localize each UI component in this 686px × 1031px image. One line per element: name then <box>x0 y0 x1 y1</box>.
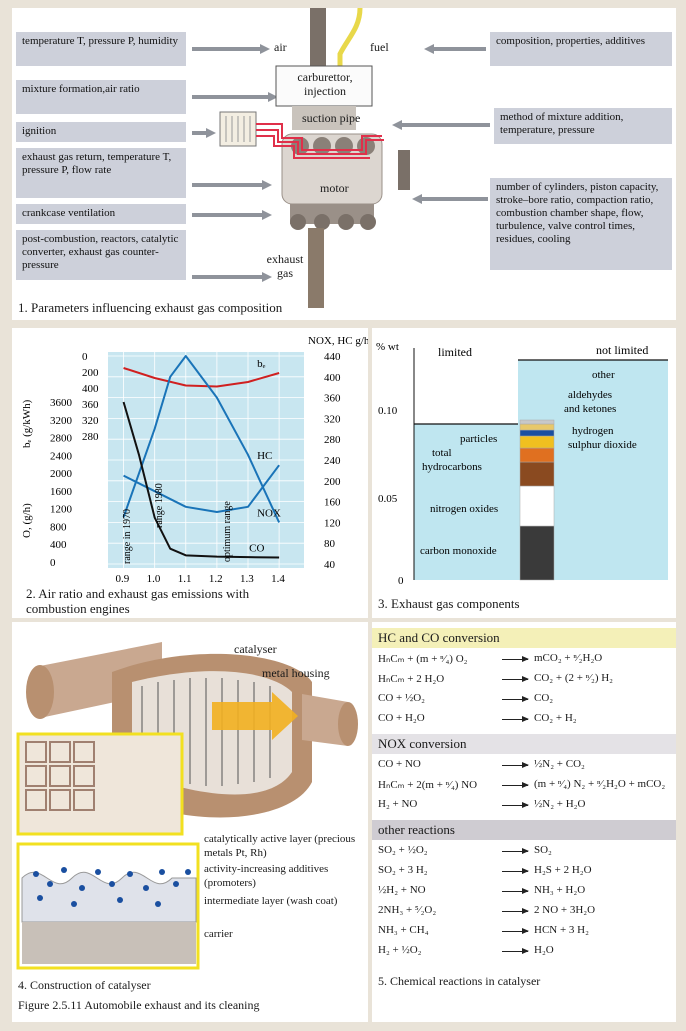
right-tick-label: 240 <box>324 455 341 467</box>
right-tick-label: 360 <box>324 392 341 405</box>
panel4-caption: 4. Construction of catalyser <box>18 978 151 992</box>
component-label: other <box>592 369 615 381</box>
param-mixture-formation: mixture formation,air ratio <box>16 80 186 114</box>
left-inner-tick-label: 400 <box>50 539 67 552</box>
right-tick-label: 160 <box>324 496 341 509</box>
section-hc-co-conversion: HC and CO conversion <box>372 628 676 648</box>
series-label: CO <box>249 542 265 555</box>
component-label: particles <box>460 433 498 445</box>
left-outer-tick-label: 320 <box>82 415 99 427</box>
left-inner-tick-label: 1600 <box>50 485 72 498</box>
y-tick-0: 0 <box>398 575 404 587</box>
param-post-combustion: post-combustion, reactors, catalytic converter, exhaust gas counter-pressure <box>16 230 186 280</box>
engine-parameters-panel <box>12 8 676 320</box>
x-tick-label: 0.9 <box>115 573 130 585</box>
reaction-row: CO + NO ½N₂ + CO₂ <box>378 758 585 770</box>
air-ratio-chart <box>12 328 368 588</box>
stack-segment-hydrogen <box>520 430 554 436</box>
reaction-row: NH₃ + CH₄ HCN + 3 H₂ <box>378 924 589 936</box>
param-cylinders: number of cylinders, piston capacity, stroke–bore ratio, compaction ratio, combustion chamber shape, flow, turbulence, valve control times, residues, cooling <box>490 178 672 270</box>
stack-segment-other <box>520 420 554 424</box>
reaction-row: CO + H₂O CO₂ + H₂ <box>378 712 577 724</box>
param-ignition: ignition <box>16 122 186 142</box>
limited-label: limited <box>438 345 472 359</box>
label-fuel: fuel <box>370 40 389 54</box>
stack-segment-particles <box>520 448 554 462</box>
label-carrier: carrier <box>204 928 233 940</box>
component-label: carbon monoxide <box>420 545 497 557</box>
figure-caption: Figure 2.5.11 Automobile exhaust and its cleaning <box>18 998 260 1012</box>
stack-segment-carbon-monoxide <box>520 526 554 580</box>
x-tick-label: 1.2 <box>208 573 223 585</box>
panel1-caption: 1. Parameters influencing exhaust gas composition <box>18 300 283 315</box>
chemical-reactions-panel <box>372 622 676 1022</box>
reaction-row: HₙCₘ + 2 H₂O CO₂ + (2 + ⁿ⁄₂) H₂ <box>378 672 614 685</box>
left-outer-axis-label: bₑ (g/kWh) <box>21 399 33 448</box>
right-tick-label: 80 <box>324 538 335 551</box>
air-ratio-chart-panel <box>12 328 368 618</box>
label-intermediate: intermediate layer (wash coat) <box>204 895 338 907</box>
right-tick-label: 200 <box>324 475 341 488</box>
annotation-range-1980: range 1980 <box>154 483 165 528</box>
label-metal-housing: metal housing <box>262 666 330 680</box>
y-tick-005: 0.05 <box>378 493 398 505</box>
series-label: NOX <box>257 507 281 520</box>
component-label: total <box>432 447 452 459</box>
component-label: nitrogen oxides <box>430 503 499 515</box>
component-label: and ketones <box>564 403 617 415</box>
reaction-row: 2NH₃ + ⁵⁄₂O₂ 2 NO + 3H₂O <box>378 904 596 916</box>
left-inner-tick-label: 3200 <box>50 414 72 427</box>
left-inner-tick-label: 2400 <box>50 450 72 463</box>
x-tick-label: 1.1 <box>177 573 192 585</box>
engine-illustration <box>212 8 432 308</box>
component-label: aldehydes <box>568 389 612 401</box>
param-mixture-addition: method of mixture addition, temperature, pressure <box>494 108 672 144</box>
series-label: bₑ <box>257 358 266 370</box>
reaction-row: H₂ + ½O₂ H₂O <box>378 944 554 956</box>
annotation-optimum-range: optimum range <box>222 501 233 562</box>
label-exhaust-gas: exhaust gas <box>266 252 304 280</box>
right-tick-label: 280 <box>324 434 341 447</box>
arrow-composition-in <box>424 44 486 54</box>
left-inner-tick-label: 2000 <box>50 468 72 481</box>
left-inner-tick-label: 800 <box>50 521 67 534</box>
right-tick-label: 40 <box>324 559 335 571</box>
component-label: hydrogen <box>572 425 614 437</box>
left-inner-tick-label: 1200 <box>50 503 72 516</box>
reaction-row: ½H₂ + NO NH₃ + H₂O <box>378 884 586 896</box>
x-tick-label: 1.0 <box>146 573 161 585</box>
param-temperature-pressure-humidity: temperature T, pressure P, humidity <box>16 32 186 66</box>
param-composition: composition, properties, additives <box>490 32 672 66</box>
right-axis-label: NOX, HC g/h <box>308 335 368 347</box>
x-tick-label: 1.4 <box>271 573 285 585</box>
right-tick-label: 400 <box>324 371 341 384</box>
reaction-row: HₙCₘ + 2(m + ⁿ⁄₄) NO (m + ⁿ⁄₄) N₂ + ⁿ⁄₂H₂O + mCO₂ <box>378 778 666 791</box>
stack-segment-aldehydes-and-ketones <box>520 424 554 430</box>
right-tick-label: 320 <box>324 413 341 426</box>
panel2-caption: 2. Air ratio and exhaust gas emissions with combustion engines <box>26 586 250 616</box>
section-other-reactions: other reactions <box>372 820 676 840</box>
left-outer-tick-label: 400 <box>82 383 99 395</box>
right-tick-label: 440 <box>324 351 341 363</box>
reaction-row: SO₂ + 3 H₂ H₂S + 2 H₂O <box>378 864 592 876</box>
panel5-caption: 5. Chemical reactions in catalyser <box>378 974 541 988</box>
left-inner-tick-label: 2800 <box>50 432 72 445</box>
series-label: HC <box>257 450 273 463</box>
reaction-row: H₂ + NO ½N₂ + H₂O <box>378 798 586 810</box>
left-outer-tick-label: 0 <box>82 351 88 363</box>
label-suction-pipe: suction pipe <box>302 111 361 125</box>
component-label: sulphur dioxide <box>568 439 637 451</box>
x-tick-label: 1.3 <box>240 573 254 585</box>
param-exhaust-gas-return: exhaust gas return, temperature T, pressure P, flow rate <box>16 148 186 198</box>
label-active-layer: catalytically active layer (precious metals Pt, Rh) <box>204 833 356 859</box>
annotation-range-1970: range in 1970 <box>122 509 133 564</box>
label-motor: motor <box>320 181 349 195</box>
stack-segment-total-hydrocarbons <box>520 462 554 486</box>
right-tick-label: 120 <box>324 517 341 530</box>
param-crankcase-ventilation: crankcase ventilation <box>16 204 186 224</box>
y-axis-label: % wt <box>376 341 399 353</box>
not-limited-label: not limited <box>596 343 649 357</box>
exhaust-components-panel <box>372 328 676 618</box>
left-inner-tick-label: 0 <box>50 557 56 569</box>
left-inner-axis-label: O, (g/h) <box>21 503 33 538</box>
reaction-row: HₙCₘ + (m + ⁿ⁄₄) O₂ mCO₂ + ⁿ⁄₂H₂O <box>378 652 603 665</box>
left-outer-tick-label: 200 <box>82 367 99 379</box>
reaction-row: SO₂ + ½O₂ SO₂ <box>378 844 552 856</box>
label-additives: activity-increasing additives (promoters) <box>204 863 329 889</box>
reaction-row: CO + ½O₂ CO₂ <box>378 692 554 704</box>
label-catalyser: catalyser <box>234 642 277 656</box>
left-outer-tick-label: 360 <box>82 399 99 411</box>
catalyser-construction-panel <box>12 622 368 1022</box>
component-stack <box>520 420 554 580</box>
stack-segment-sulphur-dioxide <box>520 436 554 448</box>
left-inner-tick-label: 3600 <box>50 397 72 409</box>
stack-segment-nitrogen-oxides <box>520 486 554 526</box>
label-carburettor: carburettor, injection <box>297 70 353 98</box>
exhaust-components-chart <box>372 328 676 596</box>
left-outer-tick-label: 280 <box>82 431 99 443</box>
label-air: air <box>274 40 287 54</box>
component-label: hydrocarbons <box>422 461 482 473</box>
section-nox-conversion: NOX conversion <box>372 734 676 754</box>
panel3-caption: 3. Exhaust gas components <box>378 596 520 611</box>
y-tick-010: 0.10 <box>378 405 398 417</box>
